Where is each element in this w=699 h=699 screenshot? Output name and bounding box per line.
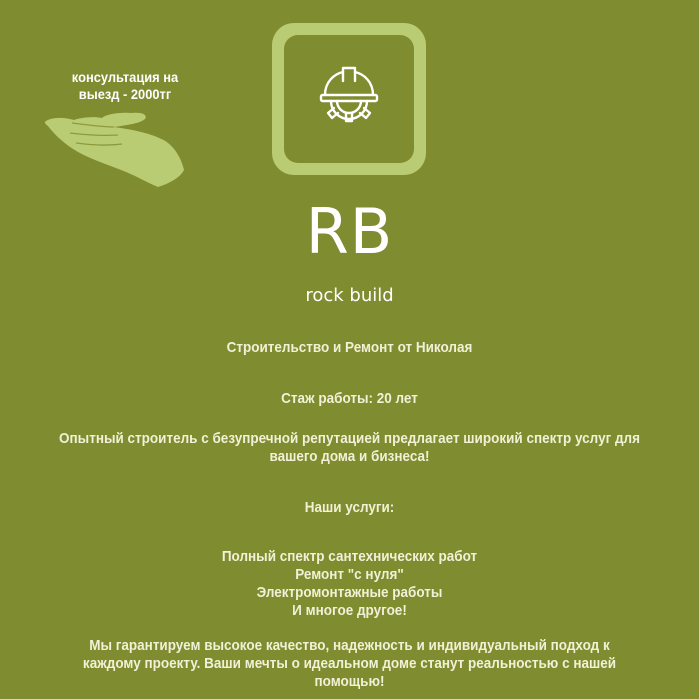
logo-tile	[272, 23, 426, 175]
services-title	[0, 499, 699, 517]
description-paragraph	[0, 430, 699, 466]
experience-text-line: Стаж работы: 20 лет	[281, 390, 418, 407]
description-line-2: вашего дома и бизнеса!	[269, 448, 430, 465]
consultation-line-2: выезд - 2000тг	[78, 86, 172, 102]
helmet-gear-icon	[317, 65, 381, 129]
brand-subtitle: rock build	[305, 285, 394, 306]
guarantee-line-2: каждому проекту. Ваши мечты о идеальном доме станут реальностью с нашей	[82, 655, 617, 672]
guarantee-paragraph	[0, 637, 699, 691]
consultation-line-1: консультация на	[71, 69, 179, 85]
consultation-offer	[47, 69, 203, 103]
services-list	[0, 548, 699, 620]
description-line-1: Опытный строитель с безупречной репутацией предлагает широкий спектр услуг для	[59, 430, 640, 447]
open-hand-icon	[42, 108, 184, 188]
page-heading	[0, 339, 699, 357]
page-heading-text: Строительство и Ремонт от Николая	[226, 339, 473, 356]
logo-inner	[284, 35, 414, 163]
list-item: Ремонт "с нуля"	[295, 566, 404, 583]
guarantee-line-1: Мы гарантируем высокое качество, надежность и индивидуальный подход к	[89, 637, 610, 654]
guarantee-line-3: помощью!	[314, 673, 385, 690]
experience-text	[0, 390, 699, 408]
list-item: И многое другое!	[292, 602, 407, 619]
list-item: Электромонтажные работы	[256, 584, 443, 601]
services-title-text: Наши услуги:	[304, 499, 395, 516]
list-item: Полный спектр сантехнических работ	[221, 548, 478, 565]
brand-name: RB	[305, 195, 394, 268]
